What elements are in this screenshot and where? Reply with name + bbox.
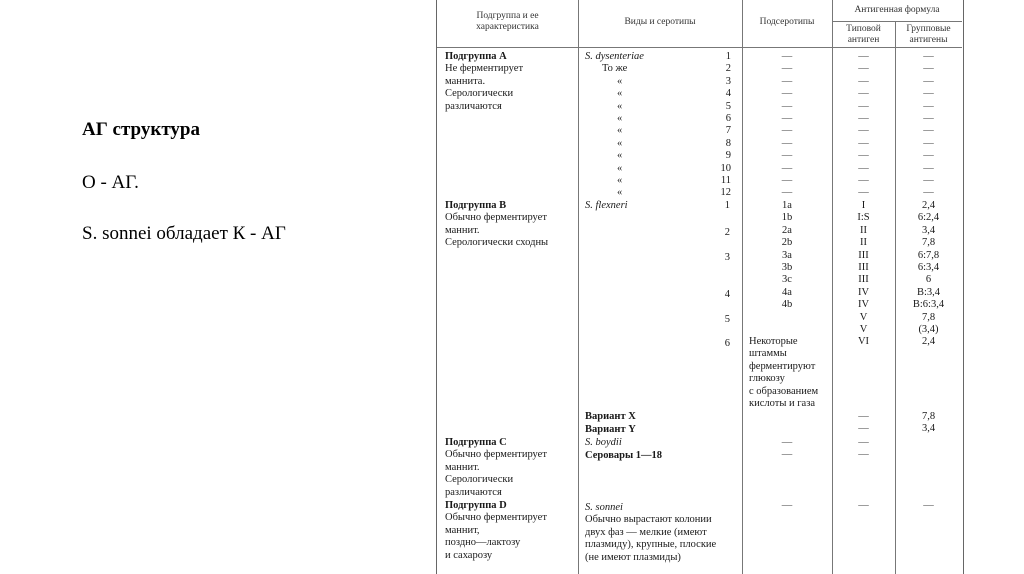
header-divider xyxy=(832,21,962,22)
group-a-desc: маннита. xyxy=(445,75,486,87)
slide-line-o-antigen: О - АГ. xyxy=(82,172,139,193)
boydii-serovars: Серовары 1—18 xyxy=(585,450,663,461)
flexneri-serotype-5: 5 xyxy=(724,314,730,325)
group-d-desc: поздно—лактозу xyxy=(445,537,521,549)
header-group-antigens: Групповые антигены xyxy=(906,24,951,45)
group-b-desc: маннит. xyxy=(445,224,480,236)
group-d-group-dash: — xyxy=(923,500,934,511)
group-a-group-dashes: — — — — — — — — — — — — xyxy=(923,51,934,199)
variant-group-antigens: 7,8 3,4 xyxy=(921,411,936,435)
sonnei-note: Обычно вырастают колонии xyxy=(585,514,712,526)
dysenteriae-serotypes: 1 То же 2 « 3 « 4 « 5 « 6 « 7 « 8 « 9 « 10 « 11 « 12 xyxy=(602,51,731,199)
group-b-desc: Серологически сходны xyxy=(445,237,549,249)
group-c-desc: различаются xyxy=(445,486,502,498)
flexneri-type-antigens: I I:S II II III III III IV IV V V VI xyxy=(857,200,870,348)
group-d-name: Подгруппа D xyxy=(445,500,507,511)
sonnei-note: плазмиду), крупные, плоские xyxy=(585,539,717,551)
group-c-subserotype-dashes: — — xyxy=(781,437,793,461)
group-d-desc: Обычно ферментирует xyxy=(445,512,547,524)
group-d-block xyxy=(445,500,547,562)
header-subgroup: Подгруппа и ее характеристика xyxy=(476,11,539,32)
header-subserotypes: Подсеротипы xyxy=(759,17,815,27)
species-boydii: S. boydii xyxy=(585,437,622,448)
sonnei-note: (не имеют плазмиды) xyxy=(585,551,681,563)
slide-line-k-antigen: S. sonnei обладает К - АГ xyxy=(82,223,286,244)
header-species: Виды и серотипы xyxy=(624,17,696,27)
group-d-desc: маннит, xyxy=(445,524,480,536)
group-a-desc: различаются xyxy=(445,100,502,112)
group-a-subserotype-dashes: — — — — — — — — — — — — xyxy=(781,51,793,199)
group-a-desc: Серологически xyxy=(445,88,514,100)
group-d-type-dash: — xyxy=(858,500,869,511)
group-c-desc: маннит. xyxy=(445,461,480,473)
species-sonnei: S. sonnei xyxy=(585,502,623,513)
group-c-type-dashes: — — xyxy=(858,437,869,461)
group-c-name: Подгруппа C xyxy=(445,437,507,448)
group-a-type-dashes: — — — — — — — — — — — — xyxy=(858,51,869,199)
group-a-name: Подгруппа A xyxy=(445,51,507,62)
species-dysenteriae: S. dysenteriae xyxy=(585,51,644,62)
flexneri-subserotypes: 1a 1b 2a 2b 3a 3b 3c 4a 4b xyxy=(781,200,793,311)
flexneri-serotype-2: 2 xyxy=(724,227,730,238)
group-c-desc: Обычно ферментирует xyxy=(445,449,547,461)
group-a-desc: Не ферментирует xyxy=(445,63,524,75)
species-flexneri: S. flexneri xyxy=(585,200,628,211)
sonnei-block xyxy=(585,502,716,564)
variant-x: Вариант X xyxy=(585,411,636,422)
variant-y: Вариант Y xyxy=(585,424,636,435)
group-c-block xyxy=(445,437,547,499)
header-antigen-formula: Антигенная формула xyxy=(854,5,940,15)
group-d-subserotype-dash: — xyxy=(781,500,793,511)
group-b-desc: Обычно ферментирует xyxy=(445,212,547,224)
flexneri-serotype-4: 4 xyxy=(724,289,730,300)
shigella-antigen-table xyxy=(436,0,964,574)
slide-title: АГ структура xyxy=(82,119,200,140)
flexneri-serotype-3: 3 xyxy=(724,252,730,263)
sonnei-note: двух фаз — мелкие (имеют xyxy=(585,526,707,538)
group-c-desc: Серологически xyxy=(445,474,514,486)
header-type-antigen: Типовой антиген xyxy=(846,24,881,45)
header-bottom-line xyxy=(437,47,962,48)
flexneri-serotype-6-note: Некоторые штаммы ферментируют глюкозу с образованием кислоты и газа xyxy=(749,336,819,410)
flexneri-serotype-1: 1 xyxy=(724,200,730,211)
flexneri-group-antigens: 2,4 6:2,4 3,4 7,8 6:7,8 6:3,4 6 B:3,4 B:6:3,4 7,8 (3,4) 2,4 xyxy=(912,200,945,348)
group-d-desc: и сахарозу xyxy=(445,549,493,561)
flexneri-serotype-6: 6 xyxy=(724,338,730,349)
group-b-name: Подгруппа B xyxy=(445,200,507,211)
group-a-block xyxy=(445,51,523,113)
variant-type-dashes: — — xyxy=(858,411,869,435)
group-b-block xyxy=(445,200,548,250)
